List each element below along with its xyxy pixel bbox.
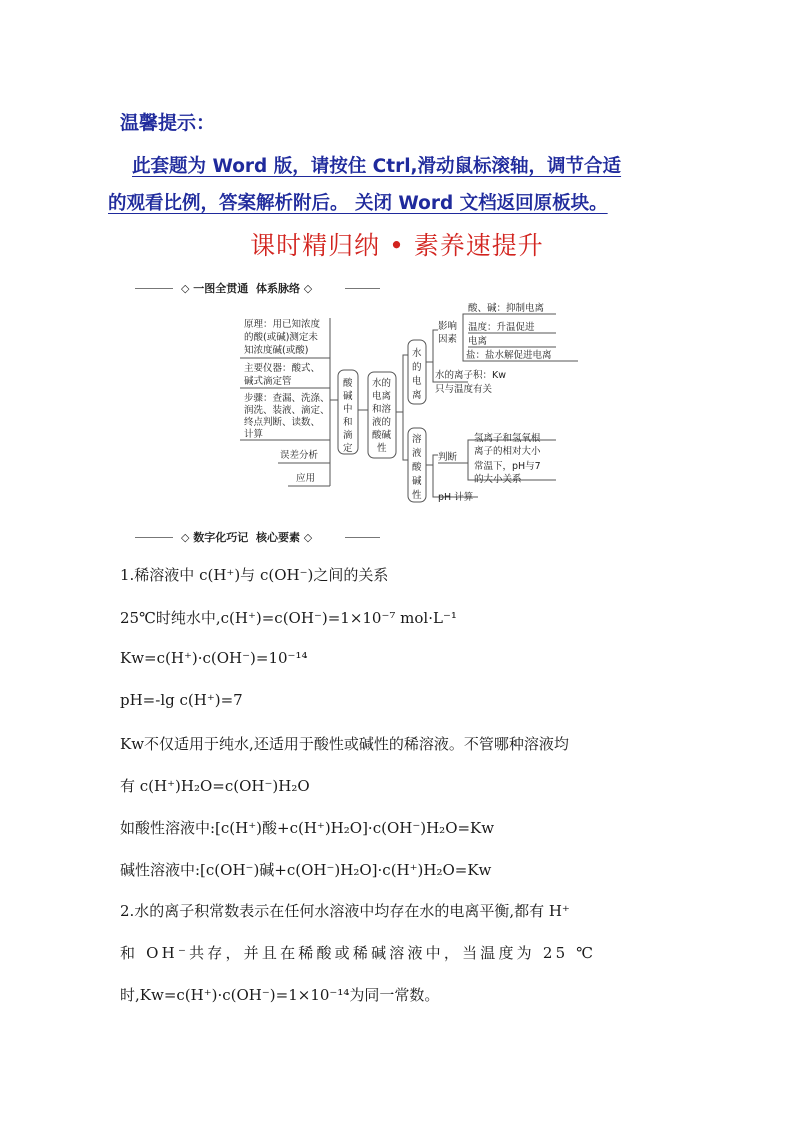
left-instruments-line2: 碱式滴定管 — [244, 376, 292, 387]
item2-line-1: 2.水的离子积常数表示在任何水溶液中均存在水的电离平衡,都有 H⁺ — [120, 902, 570, 920]
root-4: 酸碱 — [372, 430, 392, 441]
root-5: 性 — [377, 443, 387, 454]
content-line-1: 25℃时纯水中,c(H⁺)=c(OH⁻)=1×10⁻⁷ mol·L⁻¹ — [120, 609, 457, 627]
tip-body — [108, 148, 680, 222]
tip-line-2: 的观看比例，答案解析附后。 关闭 Word 文档返回原板块。 — [108, 193, 608, 214]
section-header-overview-label: ◇ 一图全贯通 体系脉络 ◇ — [181, 282, 313, 295]
branch-titration-4: 滴 — [343, 430, 353, 441]
content-line-3: pH=-lg c(H⁺)=7 — [120, 691, 243, 709]
judge-label: 判断 — [438, 452, 458, 463]
section-header-overview — [135, 278, 380, 298]
influence-temp-line2: 电离 — [468, 336, 488, 347]
ph-calc: pH 计算 — [438, 492, 474, 503]
content-line-7: 碱性溶液中:[c(OH⁻)碱+c(OH⁻)H₂O]·c(H⁺)H₂O=Kw — [120, 861, 492, 879]
left-application: 应用 — [296, 473, 316, 484]
content-line-5: 有 c(H⁺)H₂O=c(OH⁻)H₂O — [120, 777, 310, 795]
solution-4: 性 — [412, 490, 422, 501]
judge-relative-line2: 离子的相对大小 — [474, 446, 541, 457]
influence-temp-line1: 温度：升温促进 — [468, 322, 535, 333]
section-header-key-label: ◇ 数字化巧记 核心要素 ◇ — [181, 531, 313, 544]
item2-line-2: 和 OH⁻共存，并且在稀酸或稀碱溶液中，当温度为 25 ℃ — [120, 944, 597, 962]
content-line-4: Kw不仅适用于纯水,还适用于酸性或碱性的稀溶液。不管哪种溶液均 — [120, 735, 569, 753]
judge-relative-line1: 氢离子和氢氧根 — [474, 433, 541, 444]
water-ion-3: 离 — [412, 390, 422, 401]
influence-1: 因素 — [438, 334, 458, 345]
left-steps-line1: 步骤：查漏、洗涤、 — [244, 393, 330, 404]
left-principle-line1: 原理：用已知浓度 — [244, 319, 321, 330]
branch-titration-5: 定 — [343, 443, 353, 454]
solution-2: 酸 — [412, 462, 422, 473]
water-ion-1: 的 — [412, 362, 422, 373]
tip-line-1: 此套题为 Word 版，请按住 Ctrl,滑动鼠标滚轴，调节合适 — [132, 156, 622, 177]
kw-line1: 水的离子积：Kw — [435, 370, 506, 381]
page-title: 课时精归纳 • 素养速提升 — [250, 231, 544, 260]
root-1: 电离 — [372, 391, 392, 402]
water-ion-0: 水 — [412, 348, 422, 359]
influence-salt: 盐：盐水解促进电离 — [466, 350, 552, 361]
influence-acid-base: 酸、碱：抑制电离 — [468, 303, 545, 314]
branch-titration-2: 中 — [343, 404, 353, 415]
branch-titration-3: 和 — [343, 417, 353, 428]
kw-line2: 只与温度有关 — [435, 384, 493, 395]
judge-roomtemp-line1: 常温下，pH与7 — [474, 461, 541, 472]
root-2: 和溶 — [372, 404, 392, 415]
item2-line-3: 时,Kw=c(H⁺)·c(OH⁻)=1×10⁻¹⁴为同一常数。 — [120, 986, 440, 1004]
branch-titration-1: 碱 — [343, 391, 353, 402]
root-3: 液的 — [372, 417, 392, 428]
tip-heading: 温馨提示： — [120, 112, 216, 134]
left-error: 误差分析 — [280, 450, 319, 461]
solution-3: 碱 — [412, 476, 422, 487]
solution-1: 液 — [412, 448, 422, 459]
branch-titration-0: 酸 — [343, 378, 353, 389]
left-principle-line3: 知浓度碱(或酸) — [244, 345, 309, 356]
solution-0: 溶 — [412, 434, 422, 445]
content-line-2: Kw=c(H⁺)·c(OH⁻)=10⁻¹⁴ — [120, 649, 308, 667]
judge-roomtemp-line2: 的大小关系 — [474, 474, 522, 485]
left-principle-line2: 的酸(或碱)测定未 — [244, 332, 318, 343]
left-steps-line3: 终点判断、读数、 — [244, 417, 321, 428]
left-steps-line2: 润洗、装液、滴定、 — [244, 405, 330, 416]
content-line-6: 如酸性溶液中:[c(H⁺)酸+c(H⁺)H₂O]·c(OH⁻)H₂O=Kw — [120, 819, 495, 837]
root-0: 水的 — [372, 378, 392, 389]
concept-diagram — [238, 300, 598, 515]
water-ion-2: 电 — [412, 376, 422, 387]
influence-0: 影响 — [438, 321, 458, 332]
left-instruments-line1: 主要仪器：酸式、 — [244, 363, 321, 374]
item1-title: 1.稀溶液中 c(H⁺)与 c(OH⁻)之间的关系 — [120, 566, 389, 584]
left-steps-line4: 计算 — [244, 429, 264, 440]
section-header-key-elements — [135, 527, 380, 547]
